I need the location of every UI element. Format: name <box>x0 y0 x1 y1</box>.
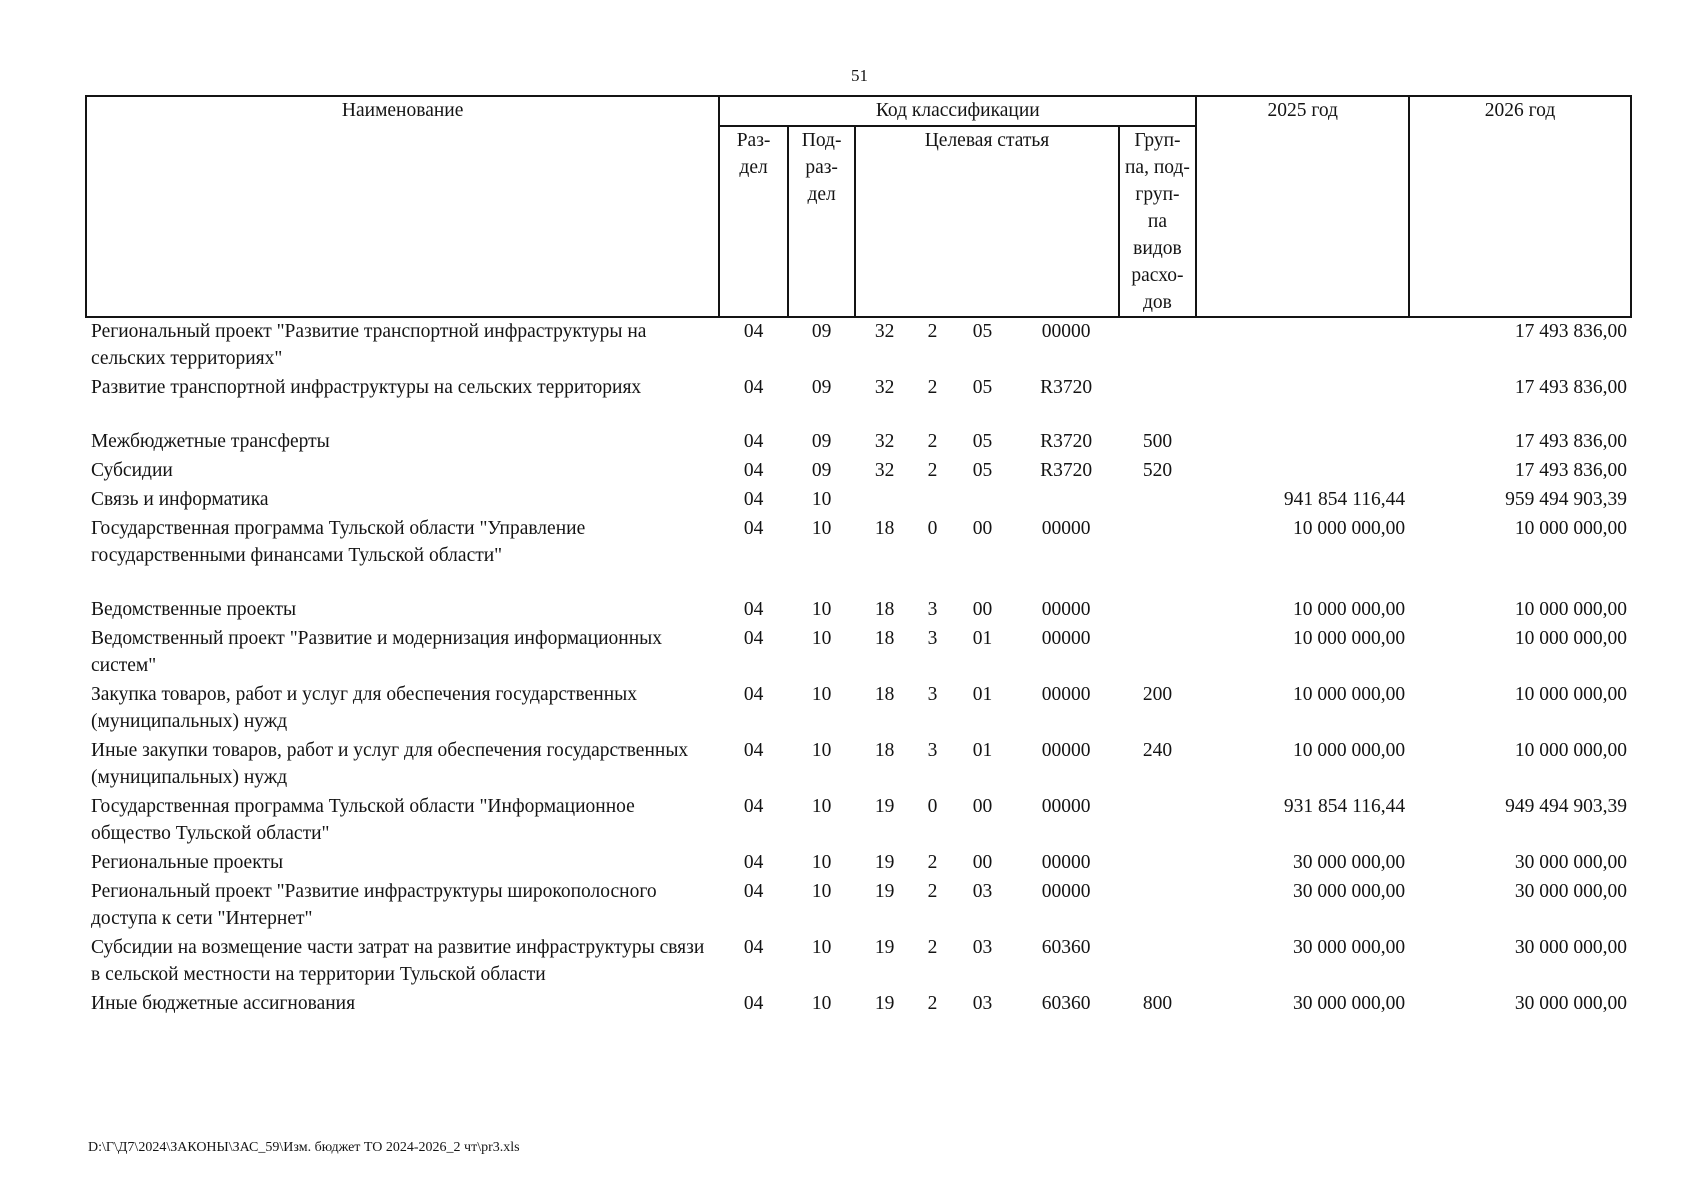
row-target-program: 18 <box>874 599 895 620</box>
row-amount-2025 <box>1196 457 1409 486</box>
row-podrazdel: 09 <box>811 431 832 452</box>
row-name: Межбюджетные трансферты <box>91 431 330 452</box>
table-row <box>86 849 1631 878</box>
row-amount-2026: 959 494 903,39 <box>1505 489 1627 510</box>
row-amount-2026: 30 000 000,00 <box>1514 937 1627 958</box>
table-header <box>86 96 1631 317</box>
table-row <box>86 428 1631 457</box>
row-name: Ведомственные проекты <box>91 599 297 620</box>
row-razdel: 04 <box>743 796 764 817</box>
row-target-direction: 00000 <box>1041 684 1091 705</box>
row-target-type: 2 <box>927 377 938 398</box>
row-amount-2025: 931 854 116,44 <box>1283 796 1406 817</box>
row-amount-2026: 949 494 903,39 <box>1505 796 1627 817</box>
row-target-subtype: 05 <box>972 321 993 342</box>
row-podrazdel: 10 <box>811 937 832 958</box>
table-row <box>86 737 1631 793</box>
row-expense-group <box>1119 793 1197 849</box>
row-name: Закупка товаров, работ и услуг для обеспечения государственных (муниципальных) нужд <box>91 684 638 732</box>
row-target-subtype: 05 <box>972 431 993 452</box>
row-target-program: 19 <box>874 852 895 873</box>
header-year-2026: 2026 год <box>1409 96 1631 317</box>
row-target-subtype: 01 <box>972 628 993 649</box>
row-spacer <box>86 571 1631 596</box>
row-podrazdel: 10 <box>811 628 832 649</box>
row-target-program: 32 <box>874 377 895 398</box>
table-row <box>86 878 1631 934</box>
row-razdel: 04 <box>743 993 764 1014</box>
row-razdel: 04 <box>743 684 764 705</box>
row-name: Государственная программа Тульской области "Информационное общество Тульской области" <box>91 796 635 844</box>
row-target-type <box>914 486 951 515</box>
header-classification-code: Код классификации <box>719 96 1196 126</box>
table-row <box>86 934 1631 990</box>
row-podrazdel: 09 <box>811 460 832 481</box>
row-amount-2025: 10 000 000,00 <box>1292 628 1406 649</box>
row-target-direction: 60360 <box>1041 993 1091 1014</box>
row-target-type: 2 <box>927 881 938 902</box>
row-razdel: 04 <box>743 599 764 620</box>
row-target-program: 18 <box>874 518 895 539</box>
row-amount-2026: 10 000 000,00 <box>1514 599 1627 620</box>
row-amount-2026: 17 493 836,00 <box>1514 377 1627 398</box>
row-razdel: 04 <box>743 518 764 539</box>
row-target-direction: 00000 <box>1041 321 1091 342</box>
row-amount-2026: 10 000 000,00 <box>1514 684 1627 705</box>
row-target-program: 19 <box>874 993 895 1014</box>
spacer-cell <box>86 571 1631 596</box>
row-target-subtype: 03 <box>972 881 993 902</box>
table-row <box>86 374 1631 403</box>
row-amount-2026: 17 493 836,00 <box>1514 460 1627 481</box>
row-podrazdel: 10 <box>811 740 832 761</box>
row-target-program: 32 <box>874 321 895 342</box>
row-razdel: 04 <box>743 740 764 761</box>
row-target-type: 2 <box>927 431 938 452</box>
row-expense-group <box>1119 878 1197 934</box>
row-podrazdel: 10 <box>811 796 832 817</box>
row-amount-2025: 941 854 116,44 <box>1283 489 1406 510</box>
row-target-direction: 00000 <box>1041 740 1091 761</box>
footer-file-path: D:\Г\Д7\2024\ЗАКОНЫ\ЗАС_59\Изм. бюджет ТО 2024-2026_2 чт\pr3.xls <box>88 1140 520 1155</box>
row-target-type: 2 <box>927 937 938 958</box>
row-razdel: 04 <box>743 628 764 649</box>
header-tselevaya-statya: Целевая статья <box>855 126 1118 317</box>
row-target-type: 0 <box>927 796 938 817</box>
row-target-type: 3 <box>927 599 938 620</box>
row-target-program: 19 <box>874 796 895 817</box>
row-target-direction: 60360 <box>1041 937 1091 958</box>
row-razdel: 04 <box>743 321 764 342</box>
row-amount-2025: 30 000 000,00 <box>1292 993 1406 1014</box>
row-podrazdel: 09 <box>811 377 832 398</box>
row-spacer <box>86 403 1631 428</box>
row-target-subtype: 05 <box>972 460 993 481</box>
row-target-type: 0 <box>927 518 938 539</box>
table-row <box>86 515 1631 571</box>
row-amount-2026: 30 000 000,00 <box>1514 852 1627 873</box>
row-target-subtype: 03 <box>972 993 993 1014</box>
row-target-subtype: 03 <box>972 937 993 958</box>
row-target-type: 3 <box>927 740 938 761</box>
table-body <box>86 317 1631 1019</box>
row-podrazdel: 10 <box>811 881 832 902</box>
row-target-program: 18 <box>874 740 895 761</box>
row-podrazdel: 10 <box>811 852 832 873</box>
row-amount-2026: 10 000 000,00 <box>1514 740 1627 761</box>
row-expense-group <box>1119 625 1197 681</box>
header-gruppa: Груп- па, под- груп- па видов расхо- дов <box>1119 126 1197 317</box>
row-target-type: 2 <box>927 460 938 481</box>
row-amount-2025 <box>1196 317 1409 374</box>
header-year-2025: 2025 год <box>1196 96 1409 317</box>
row-target-type: 2 <box>927 321 938 342</box>
row-target-type: 2 <box>927 852 938 873</box>
row-name: Иные закупки товаров, работ и услуг для обеспечения государственных (муниципальных) нужд <box>91 740 689 788</box>
table-row <box>86 596 1631 625</box>
row-target-program <box>855 486 913 515</box>
row-name: Ведомственный проект "Развитие и модернизация информационных систем" <box>91 628 663 676</box>
row-target-subtype <box>951 486 1014 515</box>
row-target-subtype: 01 <box>972 740 993 761</box>
row-target-program: 19 <box>874 937 895 958</box>
row-target-direction: R3720 <box>1040 431 1093 452</box>
row-podrazdel: 10 <box>811 599 832 620</box>
row-name: Субсидии на возмещение части затрат на развитие инфраструктуры связи в сельской местности на территории Тульской области <box>91 937 705 985</box>
row-razdel: 04 <box>743 460 764 481</box>
row-target-subtype: 00 <box>972 796 993 817</box>
table-row <box>86 990 1631 1019</box>
row-razdel: 04 <box>743 489 764 510</box>
row-amount-2025: 10 000 000,00 <box>1292 599 1406 620</box>
row-name: Государственная программа Тульской области "Управление государственными финансами Тульской области" <box>91 518 586 566</box>
row-expense-group: 520 <box>1142 460 1173 481</box>
row-target-subtype: 00 <box>972 852 993 873</box>
row-amount-2025: 10 000 000,00 <box>1292 740 1406 761</box>
row-expense-group <box>1119 486 1197 515</box>
row-amount-2026: 10 000 000,00 <box>1514 628 1627 649</box>
row-amount-2025: 30 000 000,00 <box>1292 852 1406 873</box>
header-name: Наименование <box>86 96 719 317</box>
row-target-direction: 00000 <box>1041 796 1091 817</box>
table-row <box>86 457 1631 486</box>
row-target-direction: 00000 <box>1041 518 1091 539</box>
row-razdel: 04 <box>743 431 764 452</box>
row-amount-2026: 30 000 000,00 <box>1514 993 1627 1014</box>
row-amount-2026: 30 000 000,00 <box>1514 881 1627 902</box>
row-target-program: 18 <box>874 628 895 649</box>
row-podrazdel: 10 <box>811 993 832 1014</box>
table-row <box>86 625 1631 681</box>
row-target-subtype: 01 <box>972 684 993 705</box>
header-razdel: Раз- дел <box>719 126 788 317</box>
row-expense-group <box>1119 596 1197 625</box>
row-target-program: 18 <box>874 684 895 705</box>
row-expense-group: 500 <box>1142 431 1173 452</box>
row-name: Иные бюджетные ассигнования <box>91 993 356 1014</box>
row-target-type: 2 <box>927 993 938 1014</box>
row-amount-2025: 30 000 000,00 <box>1292 881 1406 902</box>
row-name: Региональный проект "Развитие транспортной инфраструктуры на сельских территориях" <box>91 321 647 369</box>
row-amount-2025: 10 000 000,00 <box>1292 518 1406 539</box>
row-podrazdel: 10 <box>811 518 832 539</box>
row-amount-2025 <box>1196 428 1409 457</box>
row-target-subtype: 05 <box>972 377 993 398</box>
table-row <box>86 793 1631 849</box>
row-razdel: 04 <box>743 852 764 873</box>
row-target-direction <box>1014 486 1119 515</box>
row-target-subtype: 00 <box>972 599 993 620</box>
page-number: 51 <box>851 66 868 85</box>
row-target-direction: 00000 <box>1041 881 1091 902</box>
row-name: Региональные проекты <box>91 852 284 873</box>
row-expense-group <box>1119 934 1197 990</box>
budget-table <box>85 95 1632 1019</box>
row-expense-group: 240 <box>1142 740 1173 761</box>
row-target-direction: 00000 <box>1041 628 1091 649</box>
row-target-program: 32 <box>874 431 895 452</box>
table-row <box>86 317 1631 374</box>
row-target-direction: 00000 <box>1041 599 1091 620</box>
table-row <box>86 486 1631 515</box>
row-name: Региональный проект "Развитие инфраструктуры широкополосного доступа к сети "Интернет" <box>91 881 657 929</box>
row-target-program: 32 <box>874 460 895 481</box>
row-expense-group <box>1119 849 1197 878</box>
row-name: Развитие транспортной инфраструктуры на сельских территориях <box>91 377 642 398</box>
row-target-direction: R3720 <box>1040 377 1093 398</box>
row-expense-group: 800 <box>1142 993 1173 1014</box>
row-podrazdel: 10 <box>811 684 832 705</box>
row-target-type: 3 <box>927 628 938 649</box>
row-amount-2025: 30 000 000,00 <box>1292 937 1406 958</box>
header-podrazdel: Под- раз- дел <box>788 126 856 317</box>
row-amount-2026: 10 000 000,00 <box>1514 518 1627 539</box>
row-expense-group <box>1119 515 1197 571</box>
row-amount-2026: 17 493 836,00 <box>1514 321 1627 342</box>
row-podrazdel: 10 <box>811 489 832 510</box>
table-row <box>86 681 1631 737</box>
row-podrazdel: 09 <box>811 321 832 342</box>
row-target-direction: R3720 <box>1040 460 1093 481</box>
row-amount-2025: 10 000 000,00 <box>1292 684 1406 705</box>
row-amount-2026: 17 493 836,00 <box>1514 431 1627 452</box>
row-expense-group: 200 <box>1142 684 1173 705</box>
row-expense-group <box>1119 374 1197 403</box>
row-razdel: 04 <box>743 937 764 958</box>
row-target-type: 3 <box>927 684 938 705</box>
row-target-subtype: 00 <box>972 518 993 539</box>
row-razdel: 04 <box>743 881 764 902</box>
row-expense-group <box>1119 317 1197 374</box>
spacer-cell <box>86 403 1631 428</box>
row-razdel: 04 <box>743 377 764 398</box>
row-target-direction: 00000 <box>1041 852 1091 873</box>
row-amount-2025 <box>1196 374 1409 403</box>
row-target-program: 19 <box>874 881 895 902</box>
row-name: Субсидии <box>91 460 173 481</box>
row-name: Связь и информатика <box>91 489 269 510</box>
